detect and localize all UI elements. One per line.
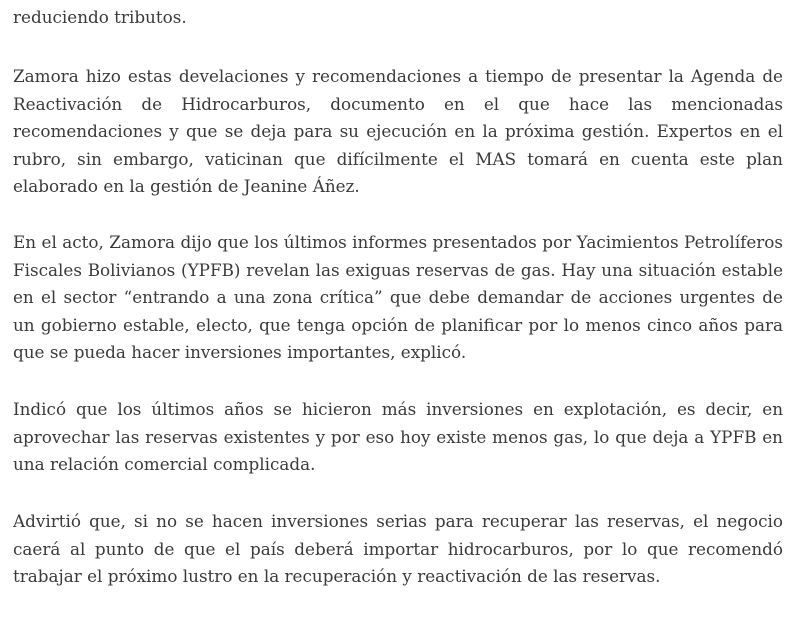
paragraph-fragment: reduciendo tributos.: [13, 7, 187, 27]
paragraph: Advirtió que, si no se hacen inversiones serias para recuperar las reservas, el negocio caerá al punto de que el país deberá importar hidrocarburos, por lo que recomendó trabajar el próximo lustro en la recuperación y reactivación de las reservas.: [13, 511, 783, 587]
paragraph: Zamora hizo estas develaciones y recomendaciones a tiempo de presentar la Agenda de Reactivación de Hidrocarburos, documento en el que hace las mencionadas recomendaciones y que se deja para su ejecución en la próxima gestión. Expertos en el rubro, sin embargo, vaticinan que difícilmente el MAS tomará en cuenta este plan elaborado en la gestión de Jeanine Áñez.: [13, 66, 783, 197]
cut-off-text-line: [13, 618, 783, 627]
paragraph: En el acto, Zamora dijo que los últimos informes presentados por Yacimientos Petrolíferos Fiscales Bolivianos (YPFB) revelan las exiguas reservas de gas. Hay una situación estable en el sector “entrando a una zona crítica” que debe demandar de acciones urgentes de un gobierno estable, electo, que tenga opción de planificar por lo menos cinco años para que se pueda hacer inversiones importantes, explicó.: [13, 232, 783, 363]
paragraph: Indicó que los últimos años se hicieron más inversiones en explotación, es decir, en aprovechar las reservas existentes y por eso hoy existe menos gas, lo que deja a YPFB en una relación comercial complicada.: [13, 399, 783, 475]
